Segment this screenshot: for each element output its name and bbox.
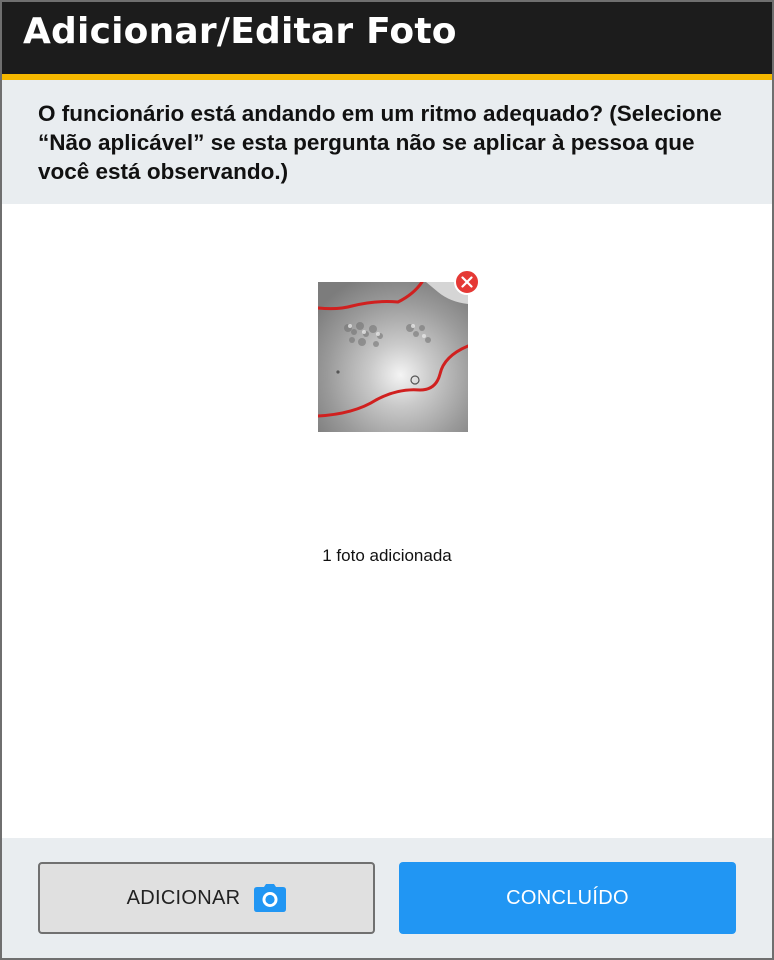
remove-photo-button[interactable] <box>454 269 480 295</box>
dialog-title: Adicionar/Editar Foto <box>23 11 457 52</box>
question-text: O funcionário está andando em um ritmo adequado? (Selecione “Não aplicável” se esta pergunta não se aplicar à pessoa que você está observando.) <box>38 101 722 184</box>
done-button[interactable] <box>399 862 736 934</box>
add-photo-button-label: ADICIONAR <box>126 886 241 909</box>
photo-count-label: 1 foto adicionada <box>322 546 452 565</box>
done-button-label: CONCLUÍDO <box>506 886 629 909</box>
photo-image <box>318 282 468 432</box>
camera-icon <box>254 884 286 912</box>
dialog-footer <box>2 838 772 958</box>
photo-thumbnail[interactable] <box>318 282 468 432</box>
question-panel <box>2 80 772 204</box>
add-photo-button[interactable] <box>38 862 375 934</box>
photo-area <box>2 204 772 840</box>
close-icon <box>461 276 473 288</box>
dialog-header <box>2 2 772 80</box>
